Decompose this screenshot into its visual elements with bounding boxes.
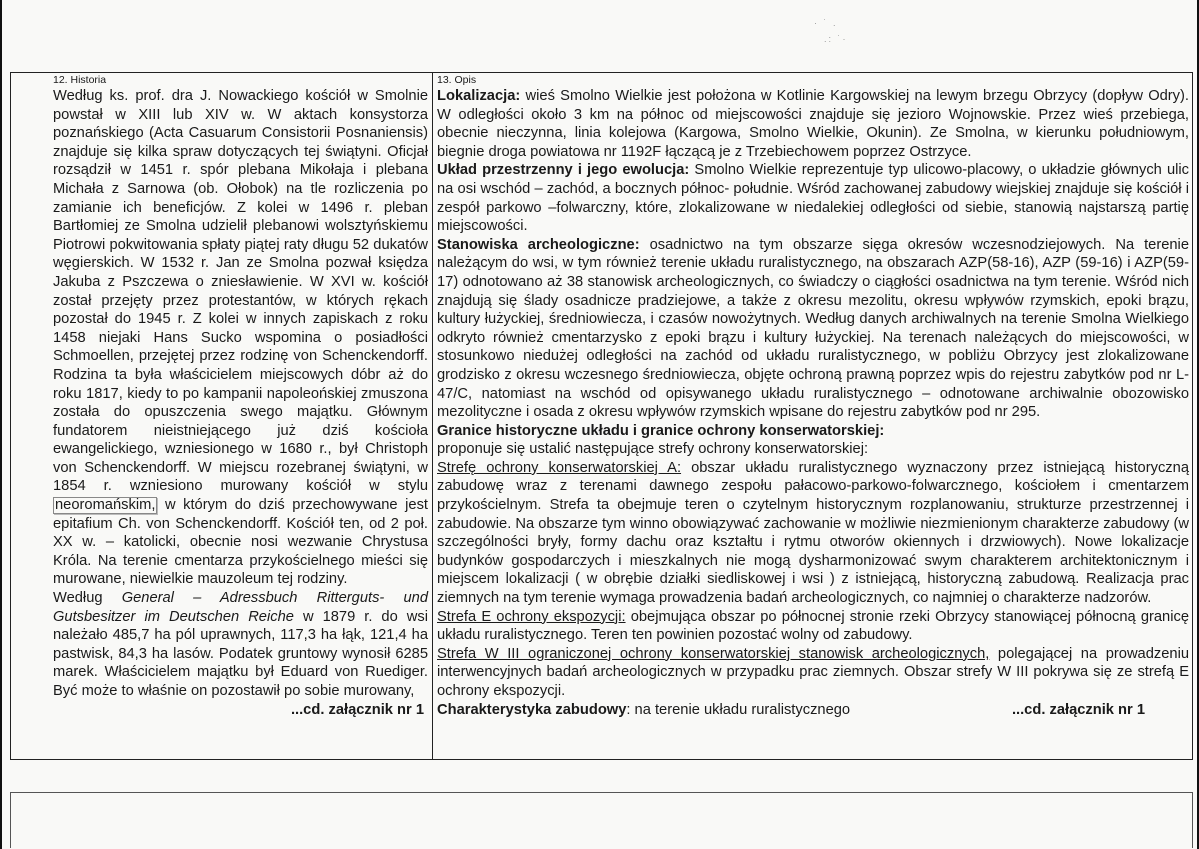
history-text [53, 87, 428, 589]
lokalizacja-heading: Lokalizacja: [437, 88, 521, 104]
lokalizacja-paragraph [437, 87, 1189, 161]
scan-speckle: · ˙ . [814, 18, 838, 28]
uklad-paragraph [437, 161, 1189, 235]
stanowiska-text: osadnictwo na tym obszarze sięga okresów wczesnodziejowych. Na terenie należącym do wsi, w tym również terenie układu ruralistycznego, na obszarach AZP(58-16), AZP (59-16) i AZP(59-17) odnotowano aż 38 stanowisk archeologicznych, co świadczy o ciągłości osadnictwa na tym terenie. Wśród nich znajdują się ślady osadnicze pradziejowe, a także z okresu mezolitu, okresu wpływów rzymskich, epoki brązu, kultury łużyckiej, średniowiecza, i czasów nowożytnych. Według danych archiwalnych na terenie Smolna Wielkiego odkryto również cmentarzysko z epoki brązu i kultury łużyckiej. Na terenach należących do miejscowości, w stosunkowo niedużej odległości na zachód od układu ruralistycznego, w pobliżu Obrzycy jest zlokalizowane grodzisko z okresu wczesnego średniowiecza, objęte ochroną prawną poprzez wpis do rejestru zabytków pod nr L-47/C, natomiast na wschód od opisywanego układu ruralistycznego – odnotowane archiwalnie obozowisko mezolityczne i osada z okresu wpływów rzymskich wpisane do rejestru zabytków pod nr 295. [437, 236, 1189, 421]
uklad-heading: Układ przestrzenny i jego ewolucja: [437, 162, 690, 179]
strefa-w-paragraph [437, 645, 1189, 701]
history-text-c [53, 589, 429, 718]
history-label: 12. Historia [53, 74, 107, 86]
scan-speckle: .: ˙· [824, 34, 848, 44]
description-label: 13. Opis [437, 74, 477, 86]
adressbuch-title: General – Adressbuch Ritterguts- und Gutsbesitzer im Deutschen Reiche [53, 590, 428, 625]
bottom-empty-box [10, 792, 1193, 848]
stanowiska-paragraph [437, 236, 1189, 422]
charakterystyka-line [437, 701, 1189, 720]
history-column [53, 74, 428, 719]
strefa-e-paragraph [437, 608, 1189, 645]
strefa-w-text: polegającej na prowadzeniu interwencyjnych badań archeologicznych w przypadku prac ziemnych. Obszar strefy W III pokrywa się ze strefą E ochrony ekspozycji. [437, 645, 1189, 699]
granice-heading-line [437, 422, 1189, 441]
strefa-a-heading: Strefę ochrony konserwatorskiej A: [437, 459, 682, 476]
history-text-c-pre: Według [53, 590, 122, 607]
charakterystyka-text: : na terenie układu ruralistycznego [626, 701, 851, 718]
granice-heading: Granice historyczne układu i granice ochrony konserwatorskiej: [437, 422, 885, 439]
column-divider [432, 72, 433, 760]
continued-note-left: ...cd. załącznik nr 1 [290, 701, 424, 718]
continued-note-right: ...cd. załącznik nr 1 [1011, 701, 1145, 718]
uklad-text: Smolno Wielkie reprezentuje typ ulicowo-placowy, o układzie głównych ulic na osi wschód – zachód, a bocznych północ- południe. Wśród zachowanej zabudowy wiejskiej znajduje się kościół i zespół parkowo –folwarczny, które, zlokalizowane w niedalekiej odległości od siebie, stanowią najstarszą partię miejscowości. [437, 162, 1189, 235]
lokalizacja-text: wieś Smolno Wielkie jest położona w Kotlinie Kargowskiej na lewym brzegu Obrzycy (dopływ Odry). W odległości około 3 km na północ od miejscowości znajduje się jezioro Wojnowskie. Przez wieś przebiega, obecnie nieczynna, linia kolejowa (Kargowa, Smolno Wielkie, Okunin). Ze Smolna, w kierunku południowym, biegnie droga powiatowa nr 1192F łączącą je z Trzebiechowem poprzez Ostrzyce. [437, 88, 1189, 160]
strefa-a-text: obszar układu ruralistycznego wyznaczony przez istniejącą historyczną zabudowę wraz z terenami dawnego zespołu pałacowo-parkowo-folwarcznego, kościołem i cmentarzem przykościelnym. Strefa ta obejmuje teren o czytelnym historycznym rozplanowaniu, strukturze przestrzennej i zabudowie. Na obszarze tym winno obowiązywać zachowanie w możliwie niezmienionym charakterze zabudowy (w szczególności bryły, formy dachu oraz kształtu i rytmu otworów okiennych i drzwiowych). Nowe lokalizacje budynków gospodarczych i mieszkalnych nie mogą dysharmonizować swym charakterem architektonicznym i miejscem lokalizacji ( w obrębie działki siedliskowej i wsi ) z istniejącą, historyczną zabudową. Realizacja prac ziemnych na tym terenie wymaga prowadzenia badań archeologicznych, co najmniej o charakterze nadzorów. [437, 459, 1189, 607]
history-text-b: w którym do dziś przechowywane jest epitafium Ch. von Schenckendorff. Kościół ten, od 2 poł. XX w. – katolicki, obecnie nosi wezwanie Chrystusa Króla. Na terenie cmentarza przykościelnego mieści się murowane, niewielkie mauzoleum tej rodziny. [53, 497, 428, 588]
history-text-c-post: w 1879 r. do wsi należało 485,7 ha pól uprawnych, 117,3 ha łąk, 121,4 ha pastwisk, 84,3 ha lasów. Podatek gruntowy wynosił 6285 marek. Właścicielem majątku był Eduard von Ruediger. Być może to właśnie on pozostawił po sobie murowany, [53, 608, 429, 699]
charakterystyka-heading: Charakterystyka zabudowy [437, 701, 627, 718]
strefa-e-text: obejmująca obszar po północnej stronie rzeki Obrzycy stanowiącej północną granicę układu ruralistycznego. Teren ten powinien pozostać wolny od zabudowy. [437, 608, 1190, 644]
description-column [437, 74, 1189, 719]
strefa-w-heading: Strefa W III ograniczonej ochrony konserwatorskiej stanowisk archeologicznych, [437, 645, 990, 662]
strefa-e-heading: Strefa E ochrony ekspozycji: [437, 608, 626, 625]
history-text-a: Według ks. prof. dra J. Nowackiego kościół w Smolnie powstał w XIII lub XIV w. W aktach konsystorza poznańskiego (Acta Casuarum Consistorii Posnaniensis) znajduje się kilka spraw dotyczących tej świątyni. Oficjał rozsądził w 1451 r. spór plebana Mikołaja i plebana Michała z Sarnowa (ob. Ołobok) na tle rozliczenia po zamianie ich beneficjów. Z kolei w 1496 r. pleban Bartłomiej ze Smolna udzielił plebanowi wolsztyńskiemu Piotrowi pokwitowania spłaty piątej raty długu 52 dukatów węgierskich. W 1532 r. Jan ze Smolna pozwał księdza Jakuba z Pszczewa o zniesławienie. W XVI w. kościół został przejęty przez protestantów, w których rękach pozostał do 1945 r. Z kolei w innych zapiskach z roku 1458 niejaki Hans Sucko wspomina o posiadłości Schmoellen, przejętej przez rodzinę von Schenckendorff. Rodzina ta była właścicielem miejscowych dóbr aż do roku 1817, kiedy to po kampanii napoleońskiej zmuszona została do opuszczenia swego majątku. Głównym fundatorem nieistniejącego już dziś kościoła ewangelickiego, wzniesionego w 1680 r., był Christoph von Schenckendorff. W miejscu rozebranej świątyni, w 1854 r. wzniesiono murowany kościół w stylu [53, 88, 428, 495]
strefa-a-paragraph [437, 459, 1189, 608]
granice-intro: proponuje się ustalić następujące strefy ochrony konserwatorskiej: [437, 441, 869, 458]
stanowiska-heading: Stanowiska archeologiczne: [437, 236, 640, 253]
boxed-word: neoromańskim, [55, 497, 156, 514]
